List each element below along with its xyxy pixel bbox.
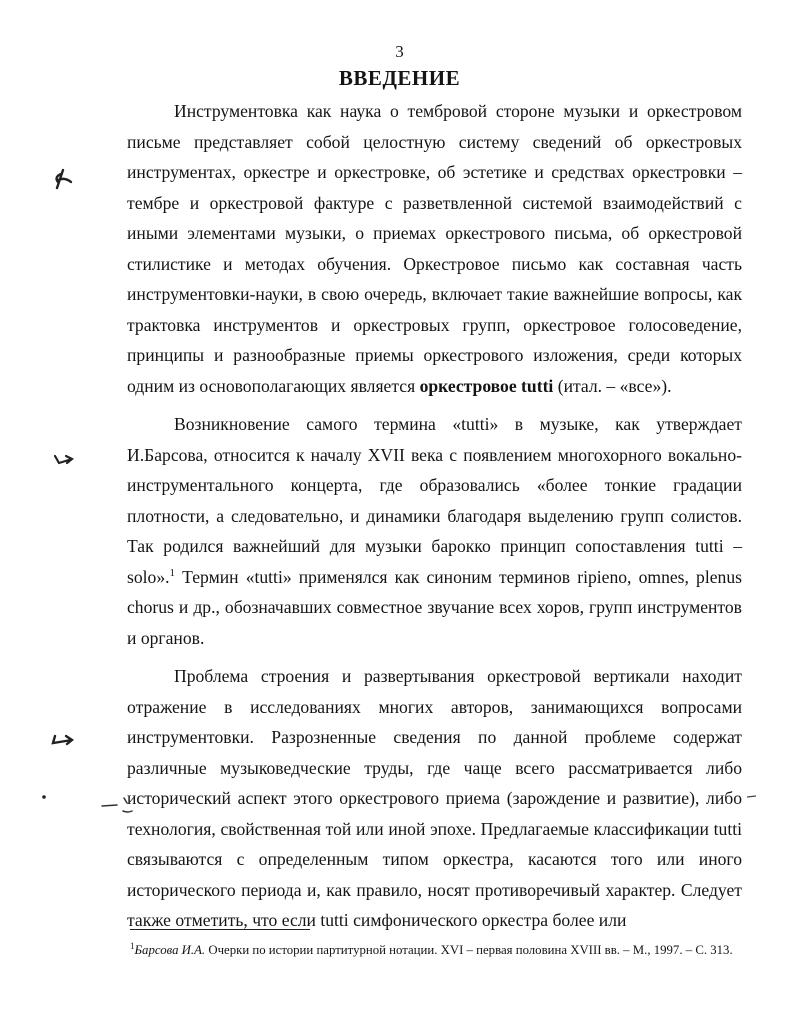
footnote (130, 941, 770, 958)
margin-dash-mark-icon (100, 795, 134, 819)
footnote-author: Барсова И.А. (134, 943, 206, 957)
footnote-divider (130, 929, 310, 930)
footnote-reference[interactable]: 1 (169, 566, 176, 579)
margin-dot-icon (40, 793, 48, 801)
paragraph-3 (127, 661, 742, 936)
bold-term-orchestral-tutti: оркестровое tutti (419, 375, 554, 396)
paragraph-1-text: Инструментовка как наука о тембровой стороне музыки и оркестровом письме представляет собой целостную систему сведений об оркестровых инструментах, оркестре и оркестровке, об эстетике и средствах оркестровки – тембре и оркестровой фактуре с разветвленной системой взаимодействий с иными элементами музыки, о приемах оркестрового письма, об оркестровой стилистике и методах обучения. Оркестровое письмо как составная часть инструментовки-науки, в свою очередь, включает такие важнейшие вопросы, как трактовка инструментов и оркестровых групп, оркестровое голосоведение, принципы и разнообразные приемы оркестрового изложения, среди которых одним из основополагающих является (127, 101, 742, 396)
paragraph-1 (127, 96, 742, 401)
page-number: 3 (395, 42, 404, 61)
paragraph-3-text: Проблема строения и развертывания оркестровой вертикали находит отражение в исследованиях многих авторов, занимающихся вопросами инструментовки. Разрозненные сведения по данной проблеме содержат различные музыковедческие труды, где чаще всего рассматривается либо исторический аспект этого оркестрового приема (зарождение и развитие), либо технология, свойственная той или иной эпохе. Предлагаемые классификации tutti связываются с определенным типом оркестра, касаются того или иного исторического периода и, как правило, носят противоречивый характер. Следует также отметить, что если tutti симфонического оркестра более или (127, 666, 742, 930)
paragraph-2 (127, 409, 742, 653)
paragraph-1-ending: (итал. – «все»). (553, 375, 672, 396)
body-text (127, 96, 742, 936)
margin-tick-icon (745, 792, 759, 802)
margin-arrow-icon (52, 452, 78, 468)
margin-mark-icon (50, 168, 76, 192)
paragraph-2-ending: Термин «tutti» применялся как синоним терминов ripieno, omnes, plenus chorus и др., обозначавших совместное звучание всех хоров, групп инструментов и органов. (127, 566, 742, 648)
paragraph-2-text: Возникновение самого термина «tutti» в музыке, как утверждает И.Барсова, относится к началу XVII века с появлением многохорного вокально-инструментального концерта, где образовались «более тонкие градации плотности, а следовательно, и динамики благодаря выделению групп солистов. Так родился важнейший для музыки барокко принцип сопоставления tutti – solo». (127, 414, 742, 587)
footnote-text: Очерки по истории партитурной нотации. XVI – первая половина XVIII вв. – М., 1997. – С. 313. (205, 943, 733, 957)
margin-arrow-icon (50, 733, 78, 749)
footnote-number: 1 (130, 941, 135, 951)
page-title: ВВЕДЕНИЕ (338, 66, 461, 90)
